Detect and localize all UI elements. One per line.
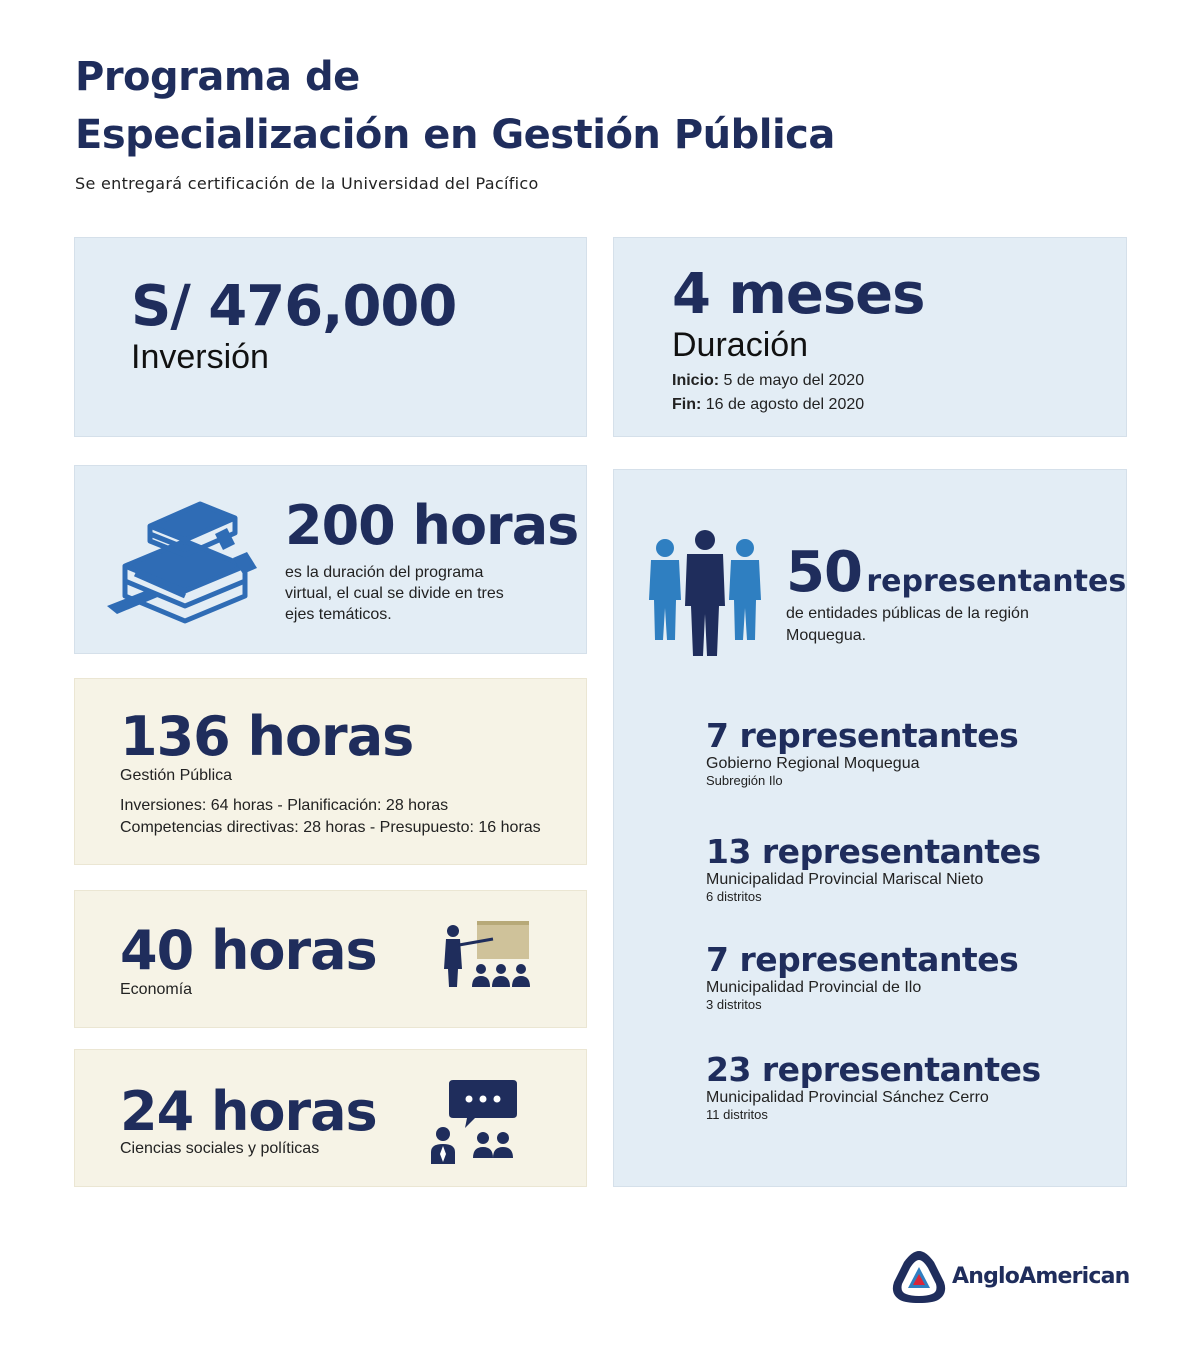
title-line-1: Programa de: [75, 54, 360, 100]
representatives-item: [706, 1050, 1041, 1122]
presentation-icon: [443, 921, 538, 993]
economy-label: Economía: [120, 981, 193, 998]
duration-value: 4 meses: [672, 262, 925, 327]
page-title: [75, 48, 835, 164]
representatives-item-sub: 11 distritos: [706, 1107, 768, 1122]
anglo-american-logo-icon: [890, 1248, 948, 1304]
public-management-detail-1: Inversiones: 64 horas - Planificación: 28 horas: [120, 797, 449, 814]
representatives-item-count: 7 representantes: [706, 716, 1019, 755]
total-hours-card: [74, 465, 587, 654]
investment-label: Inversión: [131, 338, 269, 376]
representatives-item-entity: Municipalidad Provincial Sánchez Cerro: [706, 1089, 989, 1106]
end-value: 16 de agosto del 2020: [701, 396, 865, 413]
representatives-item: [706, 716, 1018, 788]
end-label: Fin:: [672, 396, 702, 413]
social-sciences-hours: 24 horas: [120, 1080, 377, 1143]
total-hours-desc-line-2: virtual, el cual se divide en tres: [285, 585, 504, 602]
representatives-item-sub: 3 distritos: [706, 997, 762, 1012]
representatives-number: 50: [786, 540, 862, 605]
representatives-item-count: 23 representantes: [706, 1050, 1041, 1089]
start-label: Inicio:: [672, 372, 720, 389]
economy-card: [74, 890, 587, 1028]
public-management-card: [74, 678, 587, 865]
discussion-icon: [429, 1076, 519, 1166]
total-hours-description: [285, 562, 504, 625]
total-hours-desc-line-1: es la duración del programa: [285, 564, 484, 581]
page-subtitle: Se entregará certificación de la Universidad del Pacífico: [75, 174, 539, 193]
people-icon: [649, 530, 761, 660]
duration-end: [672, 396, 864, 414]
representatives-item: [706, 832, 1041, 904]
duration-label: Duración: [672, 326, 809, 364]
start-value: 5 de mayo del 2020: [719, 372, 865, 389]
investment-value: S/ 476,000: [131, 274, 457, 339]
investment-card: [74, 237, 587, 437]
representatives-item-count: 7 representantes: [706, 940, 1019, 979]
representatives-desc-line-1: de entidades públicas de la región: [786, 605, 1029, 622]
total-hours-value: 200 horas: [285, 494, 579, 557]
books-icon: [105, 496, 265, 626]
representatives-item-sub: Subregión Ilo: [706, 773, 783, 788]
representatives-item-count: 13 representantes: [706, 832, 1041, 871]
brand-logo: [890, 1248, 1130, 1304]
public-management-label: Gestión Pública: [120, 767, 233, 784]
public-management-detail-2: Competencias directivas: 28 horas - Presupuesto: 16 horas: [120, 819, 541, 836]
public-management-hours: 136 horas: [120, 705, 414, 768]
representatives-description: [786, 603, 1029, 647]
representatives-headline: [786, 540, 1126, 605]
social-sciences-card: [74, 1049, 587, 1187]
economy-hours: 40 horas: [120, 919, 377, 982]
representatives-desc-line-2: Moquegua.: [786, 627, 867, 644]
representatives-item: [706, 940, 1018, 1012]
title-line-2: Especialización en Gestión Pública: [75, 112, 835, 158]
duration-card: [613, 237, 1127, 437]
social-sciences-label: Ciencias sociales y políticas: [120, 1140, 320, 1157]
representatives-item-entity: Municipalidad Provincial de Ilo: [706, 979, 922, 996]
brand-name: AngloAmerican: [952, 1263, 1130, 1289]
representatives-item-sub: 6 distritos: [706, 889, 762, 904]
total-hours-desc-line-3: ejes temáticos.: [285, 606, 392, 623]
representatives-card: [613, 469, 1127, 1187]
representatives-item-entity: Gobierno Regional Moquegua: [706, 755, 920, 772]
representatives-item-entity: Municipalidad Provincial Mariscal Nieto: [706, 871, 984, 888]
duration-start: [672, 372, 864, 390]
representatives-word: representantes: [866, 564, 1127, 599]
